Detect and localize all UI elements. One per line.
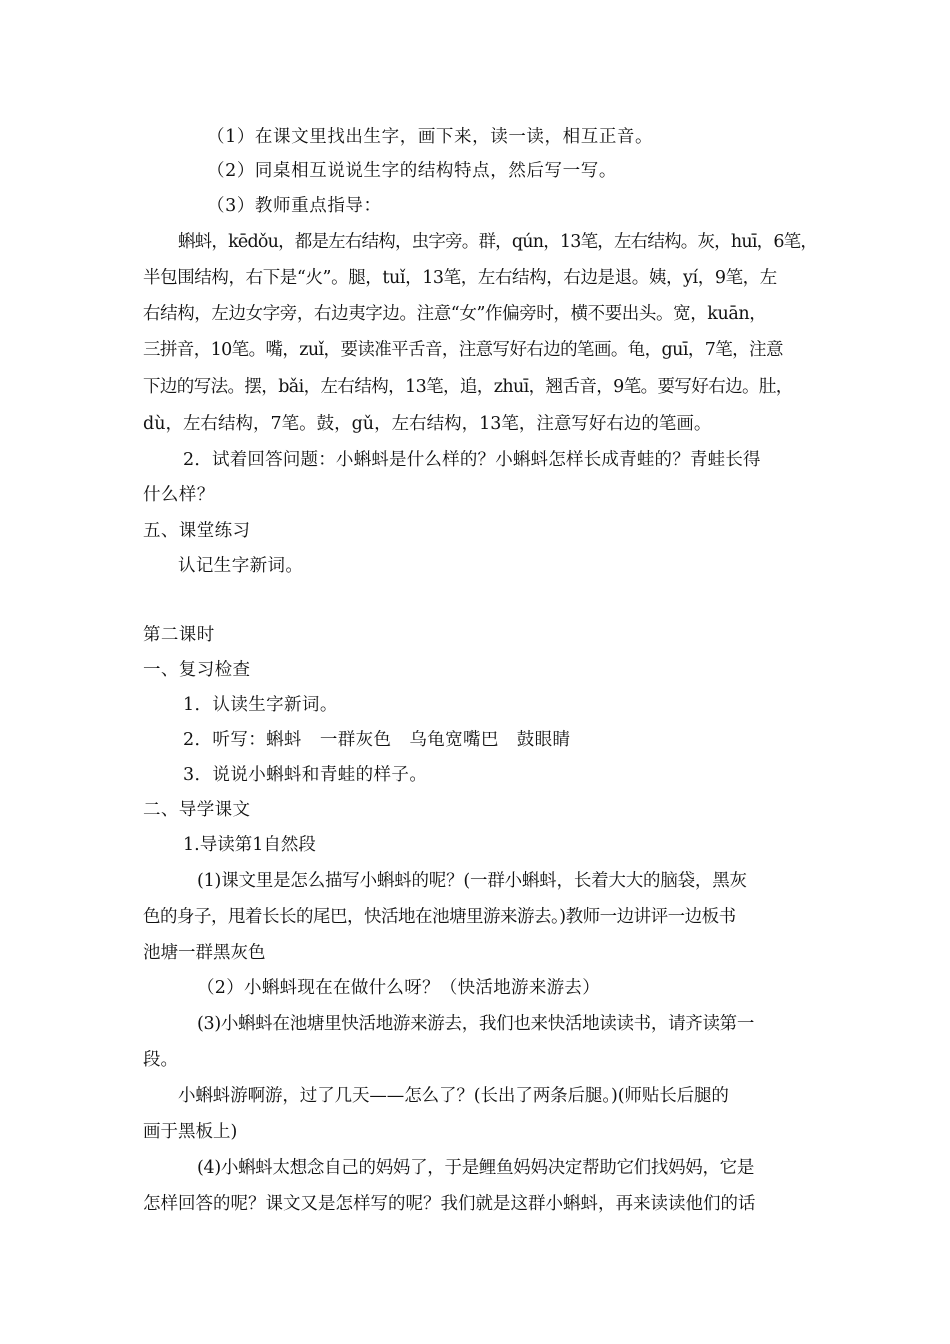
text-line: 1.导读第1自然段 [183,835,316,855]
text-line: 2．试着回答问题：小蝌蚪是什么样的？小蝌蚪怎样长成青蛙的？青蛙长得 [183,450,761,470]
section-heading: 五、课堂练习 [143,521,251,541]
section-heading: 二、导学课文 [143,800,251,820]
text-line: 段。 [143,1050,178,1070]
text-line: 半包围结构，右下是“火”。腿，tuǐ，13笔，左右结构，右边是退。姨，yí，9笔，左 [143,268,777,288]
text-line: （2）小蝌蚪现在在做什么呀？（快活地游来游去） [197,978,601,998]
text-line: （1）在课文里找出生字，画下来，读一读，相互正音。 [207,127,654,147]
text-line: （2）同桌相互说说生字的结构特点，然后写一写。 [207,161,617,181]
text-line: 认记生字新词。 [178,556,304,576]
text-line: 3．说说小蝌蚪和青蛙的样子。 [183,765,428,785]
text-line: 画于黑板上) [143,1122,238,1142]
section-heading: 一、复习检查 [143,660,251,680]
text-line: 三拼音，10笔。嘴，zuǐ，要读准平舌音，注意写好右边的笔画。龟，guī，7笔，注意 [143,340,783,360]
section-heading: 第二课时 [143,625,215,645]
text-line: 色的身子，甩着长长的尾巴，快活地在池塘里游来游去。)教师一边讲评一边板书 [143,907,736,927]
text-line: 下边的写法。摆，bǎi，左右结构，13笔，追，zhuī，翘舌音，9笔。要写好右边。肚， [143,377,793,397]
text-line: 右结构，左边女字旁，右边夷字边。注意“女”作偏旁时，横不要出头。宽，kuān， [143,304,767,324]
text-line: 蝌蚪，kēdǒu，都是左右结构，虫字旁。群，qún，13笔，左右结构。灰，huī，6笔， [178,232,818,252]
text-line: 小蝌蚪游啊游，过了几天——怎么了？(长出了两条后腿。)(师贴长后腿的 [178,1086,729,1106]
text-line: (4)小蝌蚪太想念自己的妈妈了，于是鲤鱼妈妈决定帮助它们找妈妈，它是 [197,1158,755,1178]
text-line: 怎样回答的呢？课文又是怎样写的呢？我们就是这群小蝌蚪，再来读读他们的话 [143,1194,756,1214]
text-line: （3）教师重点指导： [207,196,382,216]
text-line: (1)课文里是怎么描写小蝌蚪的呢？(一群小蝌蚪，长着大大的脑袋，黑灰 [197,871,747,891]
text-line: dù，左右结构，7笔。鼓，gǔ，左右结构，13笔，注意写好右边的笔画。 [143,414,712,434]
text-line: 2．听写：蝌蚪 一群灰色 乌龟宽嘴巴 鼓眼睛 [183,730,571,750]
text-line: 1．认读生字新词。 [183,695,338,715]
text-line: (3)小蝌蚪在池塘里快活地游来游去，我们也来快活地读读书，请齐读第一 [197,1014,755,1034]
text-line: 池塘一群黑灰色 [143,943,266,963]
text-line: 什么样？ [143,485,215,505]
